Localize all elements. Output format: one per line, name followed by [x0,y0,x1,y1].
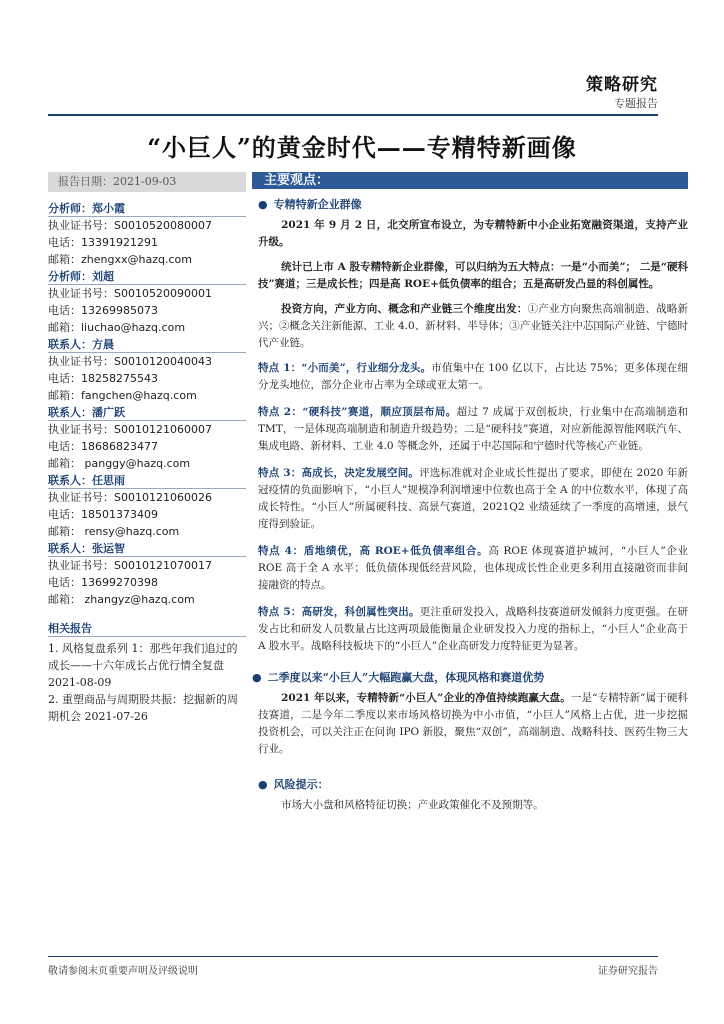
contact-block [48,200,246,268]
section-title: 风险提示： [273,778,329,791]
related-reports-list [48,640,248,725]
contact-cert: 执业证书号：S0010520080007 [48,219,212,232]
feature-head: 特点 5：高研发，科创属性突出。 [258,606,420,618]
contact-email[interactable]: 邮箱： panggy@hazq.com [48,457,191,470]
contact-block [48,336,246,404]
footer-rule [48,956,658,957]
related-report-item[interactable]: 2. 重塑商品与周期股共振：挖掘新的周期机会 2021-07-26 [48,693,238,723]
contact-cert: 执业证书号：S0010520090001 [48,287,212,300]
feature-text: 更注重研发投入，战略科技赛道研发倾斜力度更强。在研发占比和研发人员数量占比这两项最能衡量企业研发投入力度的指标上，“小巨人”企业高于 A 股水平。战略科技板块下的“小巨人”企业高研发力度特征更为显著。 [258,606,688,652]
bullet-icon: ● [258,778,268,791]
feature-head: 特点 2：“硬科技”赛道，顺应顶层布局。 [258,406,457,418]
contact-block [48,472,246,540]
header-rule [48,114,658,116]
footer-label: 证券研究报告 [598,966,658,977]
paragraph-lead: 2021 年以来，专精特新“小巨人”企业的净值持续跑赢大盘。 [281,692,571,704]
feature-text: 超过 7 成属于双创板块，行业集中在高端制造和 TMT，一是体现高端制造和制造升级趋势；二是“硬科技”赛道，对应新能源智能网联汽车、集成电路、新材料、工业 4.0 等概念外，还属于中芯国际和宁德时代等核心产业链。 [258,406,688,452]
feature-paragraph [258,465,688,533]
header-subtitle: 专题报告 [614,97,658,110]
contact-block [48,404,246,472]
paragraph: 统计已上市 A 股专精特新企业群像，可以归纳为五大特点：一是“小而美”； 二是“硬科技”赛道；三是成长性；四是高 ROE+低负债率的组合；五是高研发凸显的科创属性。 [258,261,688,290]
contact-phone: 电话：18686823477 [48,440,158,453]
feature-paragraph [258,543,688,594]
contact-name: 联系人：潘广跃 [48,404,246,421]
main-title: “小巨人”的黄金时代——专精特新画像 [147,133,577,162]
feature-text: 市值集中在 100 亿以下，占比达 75%；更多体现在细分龙头地位，部分企业市占率为全球或亚太第一。 [258,362,688,391]
contact-email[interactable]: 邮箱： rensy@hazq.com [48,525,180,538]
bullet-icon: ● [252,671,262,684]
footer-disclaimer[interactable]: 敬请参阅末页重要声明及评级说明 [48,966,198,977]
contact-block [48,268,246,336]
feature-head: 特点 4：盾地绩优，高 ROE+低负债率组合。 [258,545,489,557]
contact-block [48,540,246,608]
feature-text: 高 ROE 体现赛道护城河，“小巨人”企业 ROE 高于全 A 水平；低负债体现低经营风险，也体现成长性企业更多利用直接融资而非间接融资的特点。 [258,545,688,591]
section-title: 专精特新企业群像 [273,198,362,211]
main-body [252,196,689,814]
paragraph-text: ①产业方向聚焦高端制造、战略新兴；②概念关注新能源、工业 4.0、新材料、半导体；③产业链关注中芯国际产业链、宁德时代产业链。 [258,303,689,349]
contact-name: 联系人：张运智 [48,540,246,557]
feature-head: 特点 1：“小而美”，行业细分龙头。 [258,362,432,374]
section-heading-performance [252,669,688,686]
paragraph-lead: 投资方向，产业方向、概念和产业链三个维度出发： [281,303,528,315]
related-report-item[interactable]: 1. 风格复盘系列 1：那些年我们追过的成长——十六年成长占优行情全复盘 2021-08-09 [48,642,238,689]
contact-name: 分析师：郑小霞 [48,200,246,217]
contact-cert: 执业证书号：S0010120040043 [48,355,212,368]
contact-phone: 电话：18501373409 [48,508,158,521]
feature-paragraph [258,360,688,394]
contact-name: 分析师：刘超 [48,268,246,285]
contact-email[interactable]: 邮箱：liuchao@hazq.com [48,321,186,334]
paragraph: 市场大小盘和风格特征切换；产业政策催化不及预期等。 [281,799,544,811]
contact-cert: 执业证书号：S0010121070017 [48,559,212,572]
contact-email[interactable]: 邮箱：fangchen@hazq.com [48,389,197,402]
contact-email[interactable]: 邮箱：zhengxx@hazq.com [48,253,192,266]
related-reports-heading: 相关报告 [48,620,246,637]
key-views-bar: 主要观点： [252,172,688,189]
contact-phone: 电话：18258275543 [48,372,158,385]
contact-name: 联系人：方晨 [48,336,246,353]
feature-paragraph [258,604,688,655]
contact-name: 联系人：任思雨 [48,472,246,489]
feature-paragraph [258,404,688,455]
header-title: 策略研究 [586,75,658,95]
feature-head: 特点 3：高成长，决定发展空间。 [258,467,420,479]
feature-text: 评选标准就对企业成长性提出了要求，即使在 2020 年新冠疫情的负面影响下，“小巨人”规模净利润增速中位数也高于全 A 的中位数水平，体现了高成长特性。“小巨人”所属硬科技、高景气赛道，2021Q2 业绩延续了一季度的高增速，景气度得到验证。 [258,467,688,530]
contact-phone: 电话：13699270398 [48,576,158,589]
contact-cert: 执业证书号：S0010121060007 [48,423,212,436]
section-title: 二季度以来“小巨人”大幅跑赢大盘，体现风格和赛道优势 [267,671,545,684]
section-heading-risk [258,776,688,793]
paragraph: 2021 年 9 月 2 日，北交所宣布设立，为专精特新中小企业拓宽融资渠道，支持产业升级。 [258,219,688,248]
section-heading-portrait [258,196,688,213]
contact-sidebar [48,200,246,608]
report-date: 报告日期：2021-09-03 [48,172,246,192]
contact-phone: 电话：13391921291 [48,236,158,249]
paragraph [258,690,688,758]
contact-cert: 执业证书号：S0010121060026 [48,491,212,504]
paragraph [258,301,688,352]
contact-phone: 电话：13269985073 [48,304,158,317]
bullet-icon: ● [258,198,268,211]
contact-email[interactable]: 邮箱： zhangyz@hazq.com [48,593,195,606]
paragraph-text: 一是“专精特新”属于硬科技赛道，二是今年二季度以来市场风格切换为中小市值，“小巨人”风格上占优，进一步挖掘投资机会，可以关注正在问询 IPO 新股，聚焦“双创”，高端制造、战略科技、医药生物三大行业。 [258,692,688,755]
